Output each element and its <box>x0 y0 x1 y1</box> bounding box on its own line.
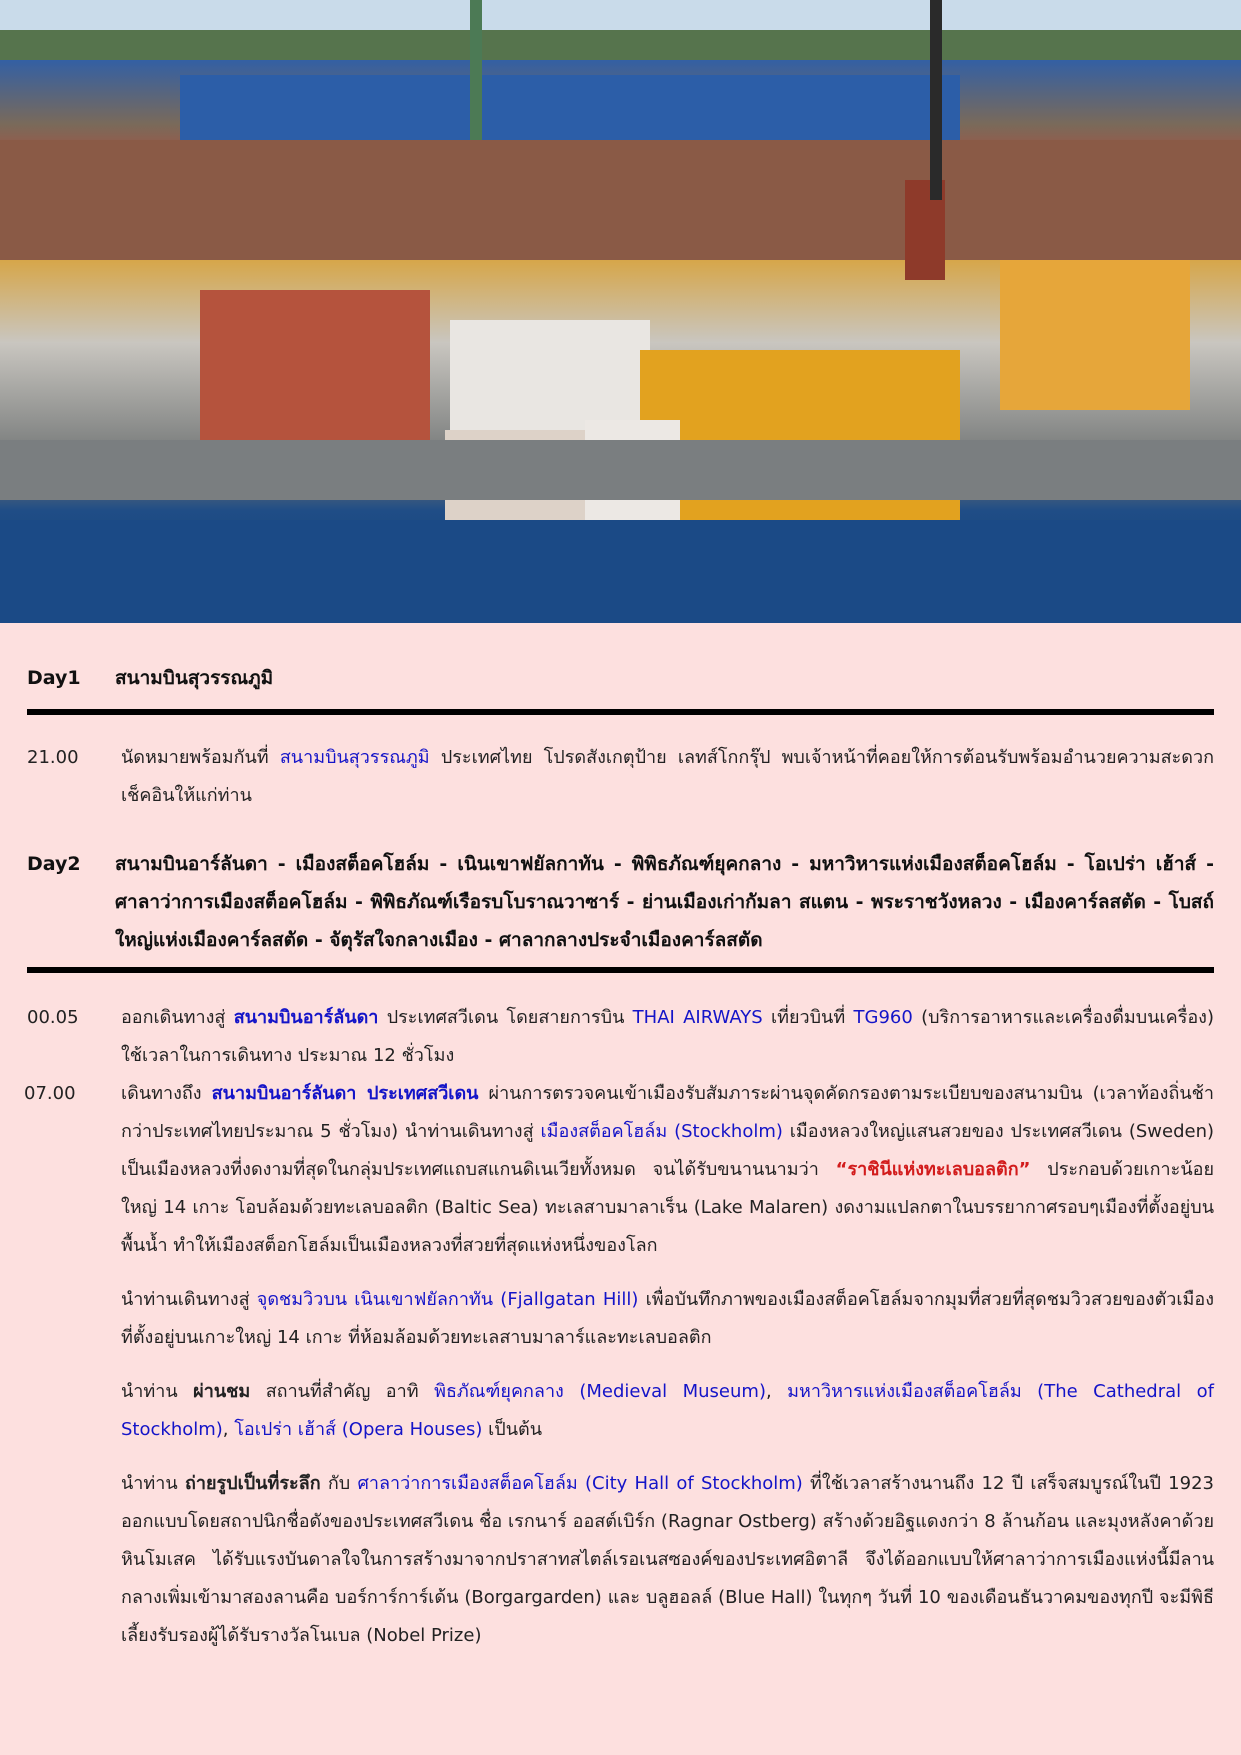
city-nickname: “ราชินีแห่งทะเลบอลติก” <box>835 1159 1031 1180</box>
fjallgatan-paragraph: นำท่านเดินทางสู่ จุดชมวิวบน เนินเขาฟยัลกาทัน (Fjallgatan Hill) เพื่อบันทึกภาพของเมืองสต็อคโฮล์มจากมุมที่สวยที่สุดชมวิวสวยของตัวเมืองที่ตั้งอยู่บนเกาะใหญ่ 14 เกาะ ที่ห้อมล้อมด้วยทะเลสาบมาลาร์และทะเลบอลติก <box>121 1289 1214 1348</box>
schedule-time: 21.00 <box>27 747 79 768</box>
airport-name: สนามบินอาร์ลันดา <box>233 1007 379 1028</box>
city-hall-paragraph: นำท่าน ถ่ายรูปเป็นที่ระลึก กับ ศาลาว่าการเมืองสต็อคโฮล์ม (City Hall of Stockholm) ที่ใช้เวลาสร้างนานถึง 12 ปี เสร็จสมบูรณ์ในปี 1923 ออกแบบโดยสถาปนิกชื่อดังของประเทศสวีเดน ชื่อ เรกนาร์ ออสต์เบิร์ก (Ragnar Ostberg) สร้างด้วยอิฐแดงกว่า 8 ล้านก้อน และมุงหลังคาด้วยหินโมเสค ได้รับแรงบันดาลใจในการสร้างมาจากปราสาทสไตล์เรอเนสซองค์ของประเทศอิตาลี จึงได้ออกแบบให้ศาลาว่าการเมืองแห่งนี้มีลานกลางเพิ่มเข้ามาสองลานคือ บอร์การ์การ์เด้น (Borgargarden) และ บลูฮอลล์ (Blue Hall) ในทุกๆ วันที่ 10 ของเดือนธันวาคมของทุกปี จะมีพิธีเลี้ยงรับรองผู้ได้รับรางวัลโนเบล (Nobel Prize) <box>121 1473 1214 1646</box>
city-hall-name: ศาลาว่าการเมืองสต็อคโฮล์ม (City Hall of Stockholm) <box>357 1473 803 1494</box>
day2-label: Day2 <box>27 853 81 875</box>
museum-name: พิธภัณฑ์ยุคกลาง (Medieval Museum) <box>434 1381 766 1402</box>
day1-schedule-item <box>27 739 1214 815</box>
cityscape-illustration <box>0 0 1241 623</box>
viewpoint-name: จุดชมวิวบน เนินเขาฟยัลกาทัน (Fjallgatan Hill) <box>256 1289 639 1310</box>
day1-header <box>27 659 1214 697</box>
day1-label: Day1 <box>27 667 81 689</box>
airline-name: THAI AIRWAYS <box>632 1007 763 1028</box>
stockholm-cityscape-photo <box>0 0 1241 623</box>
city-name: เมืองสต็อคโฮล์ม (Stockholm) <box>540 1121 783 1142</box>
cathedral-name: มหาวิหารแห่งเมืองสต็อคโฮล์ม (The Cathedral of Stockholm) <box>121 1381 1214 1440</box>
schedule-text: เดินทางถึง สนามบินอาร์ลันดา ประเทศสวีเดน ผ่านการตรวจคนเข้าเมืองรับสัมภาระผ่านจุดคัดกรองตามระเบียบของสนามบิน (เวลาท้องถิ่นช้ากว่าประเทศไทยประมาณ 5 ชั่วโมง) นำท่านเดินทางสู่ เมืองสต็อคโฮล์ม (Stockholm) เมืองหลวงใหญ่แสนสวยของ ประเทศสวีเดน (Sweden) เป็นเมืองหลวงที่งดงามที่สุดในกลุ่มประเทศแถบสแกนดิเนเวียทั้งหมด จนได้รับขนานนามว่า “ราชินีแห่งทะเลบอลติก” ประกอบด้วยเกาะน้อยใหญ่ 14 เกาะ โอบล้อมด้วยทะเลบอลติก (Baltic Sea) ทะเลสาบมาลาเร็น (Lake Malaren) งดงามแปลกตาในบรรยากาศรอบๆเมืองที่ตั้งอยู่บนพื้นน้ำ ทำให้เมืองสต็อกโฮล์มเป็นเมืองหลวงที่สวยที่สุดแห่งหนึ่งของโลก <box>121 1083 1215 1256</box>
opera-name: โอเปร่า เฮ้าส์ (Opera Houses) <box>234 1419 483 1440</box>
day2-title: สนามบินอาร์ลันดา - เมืองสต็อคโฮล์ม - เนินเขาฟยัลกาทัน - พิพิธภัณฑ์ยุคกลาง - มหาวิหารแห่งเมืองสต็อคโฮล์ม - โอเปร่า เฮ้าส์ - ศาลาว่าการเมืองสต็อคโฮล์ม - พิพิธภัณฑ์เรือรบโบราณวาซาร์ - ย่านเมืองเก่ากัมลา สแตน - พระราชวังหลวง - เมืองคาร์ลสตัด - โบสถ์ใหญ่แห่งเมืองคาร์ลสตัด - จัตุรัสใจกลางเมือง - ศาลากลางประจำเมืองคาร์ลสตัด <box>115 853 1214 951</box>
schedule-text: นัดหมายพร้อมกันที่ สนามบินสุวรรณภูมิ ประเทศไทย โปรดสังเกตุป้าย เลทส์โกกรุ๊ป พบเจ้าหน้าที่คอยให้การต้อนรับพร้อมอำนวยความสะดวก เช็คอินให้แก่ท่าน <box>121 747 1214 806</box>
airport-name: สนามบินสุวรรณภูมิ <box>279 747 430 768</box>
flight-number: TG960 <box>853 1007 913 1028</box>
day2-schedule-item-arrival <box>24 1075 1215 1265</box>
schedule-time: 07.00 <box>24 1083 76 1104</box>
day2-schedule-item-departure <box>27 999 1214 1075</box>
day1-title: สนามบินสุวรรณภูมิ <box>115 667 274 689</box>
day2-header <box>27 845 1214 959</box>
schedule-text: ออกเดินทางสู่ สนามบินอาร์ลันดา ประเทศสวีเดน โดยสายการบิน THAI AIRWAYS เที่ยวบินที่ TG960 (บริการอาหารและเครื่องดื่มบนเครื่อง) ใช้เวลาในการเดินทาง ประมาณ 12 ชั่วโมง <box>121 1007 1214 1066</box>
airport-name: สนามบินอาร์ลันดา ประเทศสวีเดน <box>211 1083 479 1104</box>
schedule-time: 00.05 <box>27 1007 79 1028</box>
sightseeing-paragraph: นำท่าน ผ่านชม สถานที่สำคัญ อาทิ พิธภัณฑ์ยุคกลาง (Medieval Museum), มหาวิหารแห่งเมืองสต็อคโฮล์ม (The Cathedral of Stockholm), โอเปร่า เฮ้าส์ (Opera Houses) เป็นต้น <box>121 1381 1214 1440</box>
